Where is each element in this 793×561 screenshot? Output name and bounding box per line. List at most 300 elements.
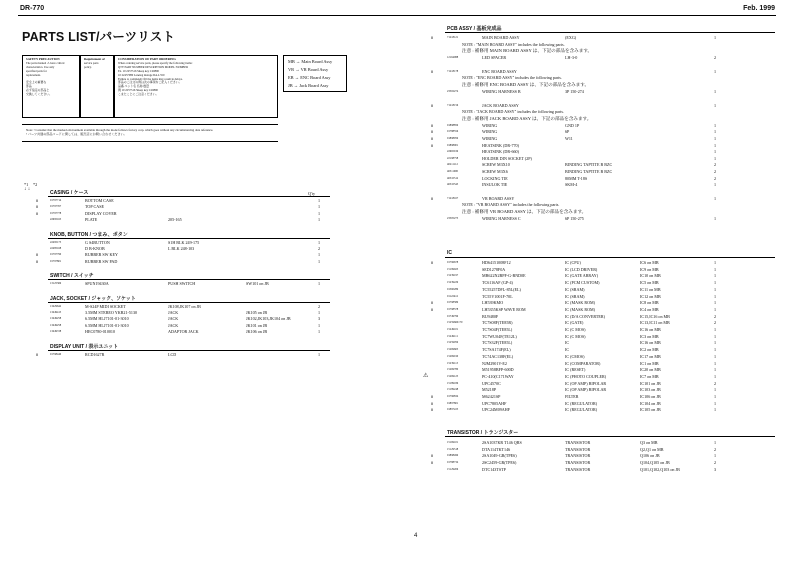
part-number-cell: 15169101 — [447, 441, 459, 444]
spec-cell: IC (OP AMP) BIPOLAR — [565, 380, 607, 386]
qty-cell: 1 — [318, 239, 321, 245]
publication-date: Feb. 1999 — [743, 5, 775, 12]
qty-cell: 1 — [714, 89, 717, 94]
spec-cell: PUSH SWITCH — [168, 281, 196, 287]
legend-item: JB → Jack Board Assy — [288, 83, 329, 88]
location-cell: Q104,Q105 on JB — [640, 460, 670, 466]
description-cell: JACK BOARD ASSY — [482, 102, 519, 108]
mark-cell: # — [431, 35, 434, 40]
section-title: IC — [447, 250, 452, 256]
spec-cell: IC (SRAM) — [565, 286, 585, 292]
location-cell: IC105 on JB — [640, 407, 661, 413]
mark-cell: # — [36, 252, 39, 258]
mark-cell: # — [431, 195, 434, 201]
description-cell: HEC0780-010010 — [85, 329, 116, 335]
qty-cell: 1 — [318, 329, 321, 335]
spec-cell: LCD — [168, 351, 177, 357]
description-cell: HOLDER DIN SOCKET (2P) — [482, 155, 532, 161]
box-line: 必ず指定の部品と — [26, 88, 50, 93]
group-note-jp: 注意 : 補修用 JACK BOARD ASSY は、下記の部品を含みます。 — [462, 115, 592, 121]
part-number-cell: 15269010 — [447, 354, 459, 358]
qty-cell: 1 — [714, 286, 717, 292]
spec-cell: 6P 150-275 — [565, 216, 584, 221]
part-number-cell: 15129206 — [447, 467, 459, 471]
spec-cell: (EXG) — [565, 35, 577, 40]
spec-cell: IC (C MOS) — [565, 333, 586, 339]
spec-cell: IC (CMOS) — [565, 353, 585, 359]
location-cell: IC15,IC16 on MB — [640, 313, 670, 319]
part-number-cell: 13125369 — [50, 282, 62, 286]
part-number-cell: 01897223 — [447, 408, 459, 412]
description-cell: SCREW M3X10 — [482, 162, 510, 168]
spec-cell: JK108,JK107 on JB — [168, 303, 201, 309]
safety-precaution-box: SAFETY PRECAUTION The parts marked ⚠ have critical characteristics. Use only specified parts for replacement. 安全上の重要な 部品 必ず指定の部品と 交換してください。 — [22, 55, 80, 118]
part-number-cell: 71218178 — [447, 69, 459, 73]
spec-cell: 80MM T-18S — [565, 175, 588, 181]
legend-item: MB → Main Board Assy — [288, 59, 333, 64]
column-marker-2: *2 — [33, 182, 38, 187]
spec-cell: ADAPTOR JACK — [168, 329, 199, 335]
box-line: 安全上の重要な — [26, 80, 47, 85]
requirement-box: Requirement of service parts policy. — [80, 55, 114, 118]
part-number-cell: 15239229 — [447, 281, 459, 285]
mark-cell: # — [431, 453, 434, 459]
qty-cell: 1 — [714, 136, 717, 141]
qty-cell: 2 — [714, 460, 717, 466]
location-cell: IC3 on MB — [640, 333, 659, 339]
part-number-cell: 15249101 — [447, 328, 459, 331]
description-cell: INSULOK TIE — [482, 182, 508, 188]
column-marker-1: *1 — [24, 182, 29, 187]
table-row — [0, 466, 793, 473]
mark-cell: # — [431, 122, 434, 128]
qty-cell: 1 — [714, 273, 717, 279]
location-cell: Q2,Q1 on MB — [640, 446, 664, 452]
part-number-cell: 01796678 — [447, 261, 459, 264]
location-cell: IC13,IC11 on MB — [640, 320, 670, 326]
qty-cell: 1 — [714, 360, 717, 366]
part-number-cell: 40310545 — [447, 183, 459, 187]
qty-cell: 1 — [714, 400, 717, 406]
part-number-cell: 01897801 — [447, 401, 459, 405]
spec-cell: IC (GATE) — [565, 320, 584, 326]
part-number-cell: 13449415 — [50, 311, 62, 314]
description-cell: MAIN BOARD ASSY — [482, 35, 520, 40]
page-number: 4 — [414, 533, 418, 539]
description-cell: UPC7805AHF — [482, 400, 507, 406]
qty-cell: 1 — [318, 217, 321, 223]
qty-cell: 3 — [714, 466, 717, 472]
location-cell: JK101 on JB — [246, 322, 268, 328]
description-cell: WIRING — [482, 136, 498, 141]
column-marker-arrows: ↓ ↓ — [24, 187, 31, 192]
description-cell: PC-410(C171WAY — [482, 373, 514, 379]
description-cell: UPC24M09AHF — [482, 407, 510, 413]
part-number-cell: 22695165 — [50, 218, 62, 222]
table-row — [0, 34, 793, 41]
part-number-cell: 01560289 — [447, 287, 459, 291]
section-rule — [445, 436, 775, 437]
box-line: When ordering service parts, please specify the following items: — [118, 60, 193, 65]
location-cell: IC4 on MB — [640, 306, 659, 312]
description-cell: TC6116AF (GP-4) — [482, 280, 513, 286]
description-cell: DTA114TKT146 — [482, 446, 511, 452]
spec-cell: IC (PHOTO COUPLER) — [565, 373, 607, 379]
part-number-cell: 01122412 — [447, 294, 459, 298]
spec-cell: S1H BLK 249-175 — [168, 239, 200, 245]
location-cell: JK102,JK103,JK104 on JB — [246, 316, 291, 322]
description-cell: TC7S04F(TE85L) — [482, 327, 513, 332]
part-number-cell: 22485168 — [50, 247, 62, 250]
qty-cell: 1 — [714, 68, 717, 74]
description-cell: LED SPACER — [482, 55, 507, 61]
section-title: DISPLAY UNIT / 表示ユニット — [50, 343, 119, 350]
qty-cell: 1 — [714, 306, 717, 312]
location-cell: IC20 on MB — [640, 367, 661, 373]
description-cell: M62421SP — [482, 394, 501, 399]
spec-cell: 6P — [565, 129, 570, 135]
description-cell: HEATSINK (DR-770) — [482, 142, 519, 148]
location-cell: JK106 on JB — [246, 329, 268, 335]
description-cell: UPC4570C — [482, 380, 501, 386]
description-cell: RCD1627R — [85, 351, 105, 357]
location-cell: IC9 on MB — [640, 266, 659, 272]
location-cell: IC101 on JB — [640, 380, 661, 386]
part-number-cell: 01788556 — [447, 130, 459, 134]
mark-cell: # — [431, 300, 434, 306]
part-number-cell: 01797778 — [50, 211, 62, 215]
description-cell: TC7SA174F(EL) — [482, 347, 511, 353]
part-number-cell: 01898859 — [447, 123, 459, 127]
qty-cell: 1 — [714, 293, 717, 299]
box-line: The parts marked ⚠ have critical — [26, 60, 65, 65]
spec-cell: JACK — [168, 310, 179, 315]
mark-cell: # — [431, 68, 434, 74]
description-cell: WIRING — [482, 129, 498, 135]
spec-cell: IC (COMPARATOR) — [565, 360, 601, 366]
qty-cell: 1 — [714, 387, 717, 393]
mark-cell: # — [431, 400, 434, 406]
qty-cell: 1 — [714, 367, 717, 373]
section-rule — [445, 257, 775, 258]
qty-cell: 2 — [318, 246, 321, 251]
box-line: こまたことにご注意ください。 — [118, 92, 159, 97]
location-cell: IC11 on MB — [640, 286, 661, 292]
qty-cell: 1 — [318, 204, 321, 210]
qty-cell: 1 — [714, 327, 717, 332]
qty-cell: 1 — [714, 347, 717, 353]
qty-cell: 2 — [714, 320, 717, 326]
description-cell: TC7S08F(TE85R) — [482, 320, 513, 326]
description-cell: WIRING HARNESS C — [482, 216, 521, 221]
qty-cell: 1 — [318, 281, 321, 287]
location-cell: IC10 on MB — [640, 273, 661, 279]
part-number-cell: 23505275 — [447, 217, 459, 220]
mark-cell: # — [431, 142, 434, 148]
description-cell: MB622N2BPF-G-BND0E — [482, 273, 526, 279]
box-line: policy. — [84, 64, 92, 69]
mark-cell: # — [36, 351, 39, 357]
table-row — [0, 88, 793, 95]
qty-cell: 1 — [318, 351, 321, 357]
mark-cell: # — [36, 198, 39, 203]
location-cell: IC6 on MB — [640, 260, 659, 265]
description-cell: WIRING HARNESS B — [482, 89, 521, 94]
part-number-cell: 01788734 — [447, 461, 459, 465]
qty-cell: 2 — [714, 175, 717, 181]
table-row — [0, 215, 793, 222]
description-cell: M51958BFP-600D — [482, 367, 514, 373]
description-cell: TC74AC138F(EL) — [482, 353, 514, 359]
spec-cell: IC (D/A CONVERTER) — [565, 313, 606, 319]
qty-cell: 1 — [318, 258, 321, 264]
spec-cell: IC (LCD DRIVER) — [565, 266, 598, 272]
mark-cell: # — [431, 102, 434, 108]
description-cell: SED1278F0A — [482, 266, 506, 272]
qty-cell: 1 — [714, 216, 717, 221]
description-cell: 6.5MM HLJ7101-01-3010 — [85, 316, 129, 322]
description-cell: LH539KMO — [482, 300, 504, 306]
section-title: SWITCH / スイッチ — [50, 273, 94, 280]
page-title: PARTS LIST/パーツリスト — [22, 30, 176, 44]
spec-cell: TRANSISTOR — [565, 446, 591, 452]
qty-cell: 1 — [318, 198, 321, 203]
header-rule — [18, 15, 776, 16]
box-line: 品番 ペット名 名称 数量 — [118, 84, 150, 89]
qty-cell: 1 — [714, 333, 717, 339]
description-cell: G S4BUTTON — [85, 239, 110, 245]
part-number-cell: 15189186 — [447, 381, 459, 385]
group-note: NOTE : "ENC BOARD ASSY" includes the following parts. — [462, 75, 562, 81]
location-cell: IC7 on MB — [640, 373, 659, 379]
table-row — [0, 102, 793, 109]
table-row — [0, 406, 793, 413]
spec-cell: TRANSISTOR — [565, 440, 591, 445]
part-number-cell: 13449728 — [50, 330, 62, 334]
box-line: characteristics. Use only — [26, 64, 55, 69]
part-number-cell: 13449258 — [50, 317, 62, 321]
group-note: NOTE : "VR BOARD ASSY" includes the following parts. — [462, 202, 560, 208]
location-cell: IC103 on JB — [640, 387, 661, 393]
qty-cell: 1 — [714, 353, 717, 359]
section-title: TRANSISTOR / トランジスター — [447, 430, 519, 436]
location-cell: IC2 on MB — [640, 347, 659, 353]
spec-cell: IC (REGULATOR) — [565, 400, 598, 406]
mark-cell: # — [431, 460, 434, 466]
qty-cell: 2 — [714, 55, 717, 61]
spec-cell: W11 — [565, 136, 573, 141]
description-cell: RUBBER SW KEY — [85, 252, 118, 258]
spec-cell: BINDING TAPTITE B BZC — [565, 162, 613, 168]
group-note-jp: 注意 : 補修用 VR BOARD ASSY は、下記の部品を含みます。 — [462, 209, 587, 214]
part-number-cell: 01797801 — [50, 259, 62, 263]
qty-cell: 1 — [714, 394, 717, 399]
qty-cell: 2 — [714, 380, 717, 386]
part-number-cell: 01797790 — [50, 253, 62, 257]
description-cell: TC7WU04F(TE12L) — [482, 333, 517, 339]
description-cell: M-S24P MIDI SOCKET — [85, 303, 126, 309]
spec-cell: JACK — [168, 322, 179, 328]
model-number: DR-770 — [20, 5, 45, 12]
box-line: Failure to completely fill the items may result in delays. — [118, 76, 183, 81]
location-cell: IC17 on MB — [640, 353, 661, 359]
description-cell: 2SC2459-GR(TPE6) — [482, 460, 517, 466]
part-number-cell: 15259660170 — [447, 321, 463, 325]
box-line: 例 10 2257516 Sheep key C20890 — [118, 88, 158, 93]
description-cell: 2SA1037KR T146 QRS — [482, 440, 522, 445]
mark-cell: # — [431, 394, 434, 399]
mark-cell: # — [431, 136, 434, 141]
part-number-cell: 22665919 — [447, 150, 459, 154]
part-number-cell: 15189248 — [447, 388, 459, 392]
qty-cell: 1 — [318, 252, 321, 258]
qty-cell: 1 — [714, 280, 717, 286]
spec-cell: IC (SRAM) — [565, 293, 585, 299]
qty-cell: 1 — [318, 210, 321, 216]
spec-cell: IC (PCM CUSTOM) — [565, 280, 600, 286]
location-cell: IC16 on MB — [640, 340, 661, 346]
qty-cell: 1 — [714, 149, 717, 155]
location-cell: IC106 on JB — [640, 394, 661, 399]
location-cell: IC12 on MB — [640, 293, 661, 299]
legend-item: VR → VR Board Assy — [288, 67, 329, 72]
qty-cell: 1 — [714, 440, 717, 445]
box-line: QTY PART NUMBER DESCRIPTION MODEL NUMBER — [118, 64, 189, 69]
description-cell: LOCKING TIE — [482, 175, 508, 181]
description-cell: TC7S32F(TE85L) — [482, 340, 513, 346]
description-cell: SCREW M3X6 — [482, 169, 508, 174]
qty-cell: 1 — [714, 407, 717, 413]
part-number-cell: 01797714 — [50, 199, 62, 202]
mark-cell: # — [431, 129, 434, 135]
qty-cell: 2 — [714, 169, 717, 174]
spec-cell: IC (C MOS) — [565, 327, 586, 332]
description-cell: TC55257DFL-85L(EL) — [482, 286, 521, 292]
section-title: PCB ASSY / 基板完成品 — [447, 26, 502, 32]
qty-cell: 1 — [714, 142, 717, 148]
part-number-cell: 15269125 — [447, 374, 459, 378]
description-cell: NJM2901V-E2 — [482, 360, 507, 366]
caution-icon: ⚠ — [423, 372, 429, 379]
description-cell: DTC143TSTP — [482, 466, 506, 472]
part-number-cell: 01898959 — [447, 137, 459, 140]
qty-cell: 2 — [714, 446, 717, 452]
part-number-cell: 71218167 — [447, 196, 459, 200]
spec-cell: IC — [565, 347, 570, 353]
description-cell: TOP CASE — [85, 204, 104, 210]
qty-cell: 1 — [714, 182, 717, 188]
description-cell: PLATE — [85, 217, 98, 223]
part-number-cell: 40310512 — [447, 176, 459, 180]
mark-cell: # — [431, 260, 434, 265]
part-number-cell: 01797767 — [50, 205, 62, 209]
qty-cell: 1 — [714, 122, 717, 128]
description-cell: 2SA1049-GR(TPE6) — [482, 453, 517, 459]
part-number-cell: 15239197 — [447, 274, 459, 278]
part-number-cell: 23502274 — [447, 90, 459, 93]
part-number-cell: 13449258 — [50, 323, 62, 327]
spec-cell: IC (REGULATOR) — [565, 407, 598, 413]
part-number-cell: 01749799 — [447, 314, 459, 318]
description-cell: M5218P — [482, 387, 497, 393]
part-number-cell: 12164088 — [447, 56, 459, 60]
ordering-box: CONSIDERATION OF PART ORDERING When ordering service parts, please specify the following items: QTY PART NUMBER DESCRIPTION MODEL NUMBER Ex. 10 2257516 Sheep key C20890 10 22457080 Laneleg mutage DA-L550 Failure to completely fill the items may result in delays. 部品のご注文の際は次の事項をご記入ください。 品番 ペット名 名称 数量 例 10 2257516 Sheep key C20890 こまたことにご注意ください。 — [114, 55, 278, 118]
qty-cell: 1 — [714, 102, 717, 108]
location-cell: Q3 on MB — [640, 440, 658, 445]
spec-cell: IC (MASK ROM) — [565, 300, 596, 306]
part-number-cell: 40211112 — [447, 163, 458, 167]
part-number-cell: 15239113 — [447, 361, 459, 365]
qty-cell: 1 — [714, 260, 717, 265]
description-cell: TC55V1001F-70L — [482, 293, 513, 299]
spec-cell: IC (RESET) — [565, 367, 586, 373]
part-number-cell: 15199923 — [447, 267, 459, 271]
spec-cell: JACK — [168, 316, 179, 322]
location-cell: Q106 on JB — [640, 453, 660, 459]
legend-item: EB → ENC Board Assy — [288, 75, 331, 80]
qty-cell: 1 — [318, 310, 321, 315]
description-cell: VR BOARD ASSY — [482, 195, 515, 201]
box-line: service parts — [84, 60, 99, 65]
location-cell: IC16 on MB — [640, 327, 661, 332]
part-number-cell: 22495175 — [50, 240, 62, 244]
qty-cell: 1 — [714, 300, 717, 306]
qty-cell: 2 — [318, 303, 321, 309]
spec-cell: IC (CPU) — [565, 260, 581, 265]
location-cell: IC8 on MB — [640, 300, 659, 306]
note-line: Note: • Consider that the marked environment available through the mode follows factory corp. which goes without any circumstancing data reference. — [26, 128, 214, 132]
qty-cell: 2 — [714, 313, 717, 319]
qty-cell: 1 — [714, 129, 717, 135]
mark-cell: # — [36, 258, 39, 264]
qty-cell: 1 — [714, 266, 717, 272]
box-line: 部品 — [26, 84, 32, 89]
qty-cell: 3 — [318, 316, 321, 322]
spec-cell: 3P 150-274 — [565, 89, 584, 94]
spec-cell: IC (OP AMP) BIPOLAR — [565, 387, 607, 393]
group-note: NOTE : "JACK BOARD ASSY" includes the following parts. — [462, 109, 564, 115]
description-cell: BOTTOM CASE — [85, 198, 114, 203]
mark-cell: # — [36, 210, 39, 216]
part-number-cell: 40311000 — [447, 170, 459, 173]
description-cell: SPUN19430A — [85, 281, 109, 287]
part-number-cell: 15269780 — [447, 368, 459, 372]
mark-cell: # — [36, 204, 39, 210]
box-line: specified parts for — [26, 68, 47, 73]
qty-cell: 1 — [318, 322, 321, 328]
qty-cell: 1 — [714, 155, 717, 161]
part-number-cell: 15249111 — [447, 334, 458, 338]
part-number-cell: 15259059 — [447, 341, 459, 345]
spec-cell: GND 1P — [565, 122, 580, 128]
description-cell: LH5355KSP WAVE ROM — [482, 306, 526, 312]
box-line: replacement. — [26, 72, 41, 77]
qty-cell: 1 — [714, 195, 717, 201]
table-row — [0, 195, 793, 202]
part-number-cell: 15269605 — [447, 348, 459, 352]
part-number-cell: 71218156 — [447, 103, 459, 107]
part-number-cell: 01798578 — [447, 307, 459, 311]
mark-cell: # — [431, 306, 434, 312]
box-line: 交換してください。 — [26, 92, 53, 97]
box-line: 部品のご注文の際は次の事項をご記入ください。 — [118, 80, 182, 85]
section-rule — [445, 32, 775, 33]
box-line: 10 22457080 Laneleg mutage DA-L550 — [118, 72, 165, 77]
description-cell: D B-KNOB — [85, 246, 105, 251]
spec-cell: IC — [565, 340, 570, 346]
section-title: JACK, SOCKET / ジャック、ソケット — [50, 295, 136, 302]
qty-cell: 1 — [714, 373, 717, 379]
